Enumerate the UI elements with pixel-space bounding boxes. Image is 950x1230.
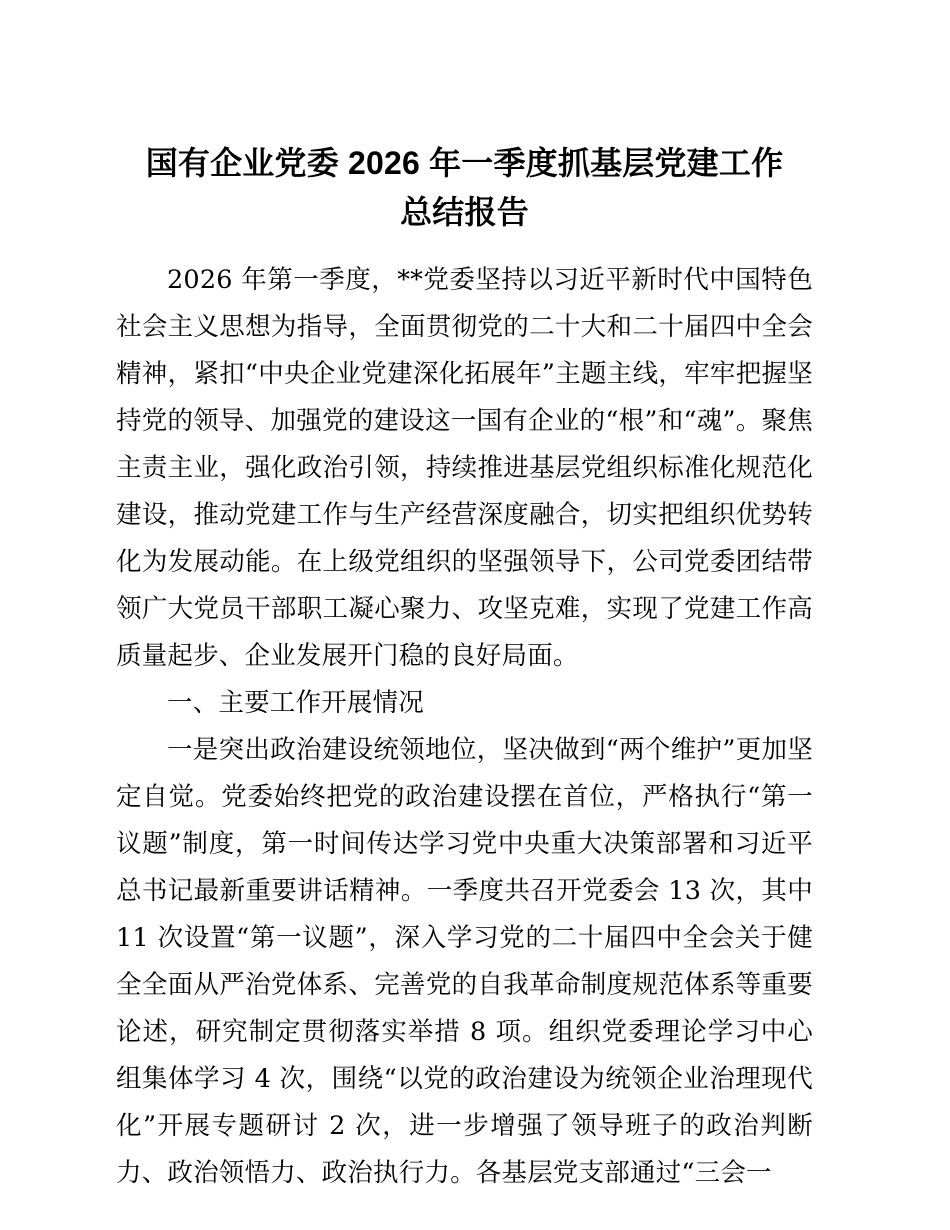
- page-title-line-1: 国有企业党委 2026 年一季度抓基层党建工作: [145, 145, 784, 181]
- document-body: [116, 257, 813, 1197]
- page-title-line-2: 总结报告: [400, 194, 529, 230]
- paragraph-section-1-item-1: 一是突出政治建设统领地位，坚决做到“两个维护”更加坚定自觉。党委始终把党的政治建设摆在首位，严格执行“第一议题”制度，第一时间传达学习党中央重大决策部署和习近平总书记最新重要讲话精神。一季度共召开党委会 13 次，其中 11 次设置“第一议题”，深入学习党的二十届四中全会关于健全全面从严治党体系、完善党的自我革命制度规范体系等重要论述，研究制定贯彻落实举措 8 项。组织党委理论学习中心组集体学习 4 次，围绕“以党的政治建设为统领企业治理现代化”开展专题研讨 2 次，进一步增强了领导班子的政治判断力、政治领悟力、政治执行力。各基层党支部通过“三会一: [116, 735, 813, 1188]
- page-title: [116, 0, 813, 237]
- section-heading-1: 一、主要工作开展情况: [167, 688, 425, 718]
- document-content: [116, 0, 813, 1197]
- paragraph-intro: 2026 年第一季度，**党委坚持以习近平新时代中国特色社会主义思想为指导，全面贯彻党的二十大和二十届四中全会精神，紧扣“中央企业党建深化拓展年”主题主线，牢牢把握坚持党的领导、加强党的建设这一国有企业的“根”和“魂”。聚焦主责主业，强化政治引领，持续推进基层党组织标准化规范化建设，推动党建工作与生产经营深度融合，切实把组织优势转化为发展动能。在上级党组织的坚强领导下，公司党委团结带领广大党员干部职工凝心聚力、攻坚克难，实现了党建工作高质量起步、企业发展开门稳的良好局面。: [116, 265, 813, 671]
